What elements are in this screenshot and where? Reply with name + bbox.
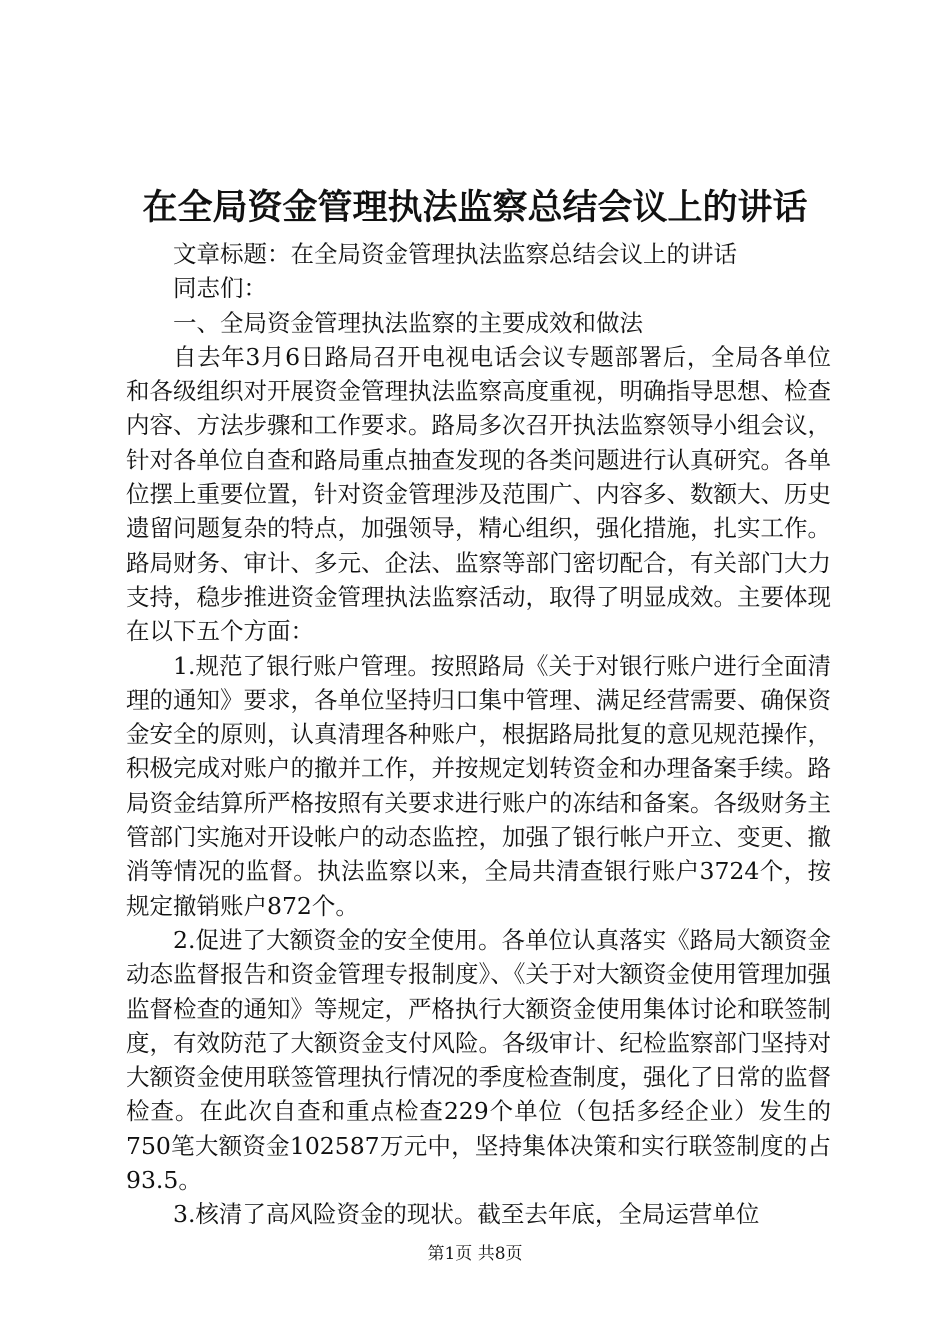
paragraph: 自去年3月6日路局召开电视电话会议专题部署后，全局各单位和各级组织对开展资金管理执法监察高度重视，明确指导思想、检查内容、方法步骤和工作要求。路局多次召开执法监察领导小组会议，针对各单位自查和路局重点抽查发现的各类问题进行认真研究。各单位摆上重要位置，针对资金管理涉及范围广、内容多、数额大、历史遗留问题复杂的特点，加强领导，精心组织，强化措施，扎实工作。路局财务、审计、多元、企法、监察等部门密切配合，有关部门大力支持，稳步推进资金管理执法监察活动，取得了明显成效。主要体现在以下五个方面： [126,342,831,646]
paragraph: 1.规范了银行账户管理。按照路局《关于对银行账户进行全面清理的通知》要求，各单位坚持归口集中管理、满足经营需要、确保资金安全的原则，认真清理各种账户，根据路局批复的意见规范操作，积极完成对账户的撤并工作，并按规定划转资金和办理备案手续。路局资金结算所严格按照有关要求进行账户的冻结和备案。各级财务主管部门实施对开设帐户的动态监控，加强了银行帐户开立、变更、撤消等情况的监督。执法监察以来，全局共清查银行账户3724个，按规定撤销账户872个。 [126,651,831,920]
article-title-line: 文章标题：在全局资金管理执法监察总结会议上的讲话 [173,240,737,268]
section-heading: 一、全局资金管理执法监察的主要成效和做法 [173,308,643,337]
salutation: 同志们： [173,274,267,303]
paragraph: 2.促进了大额资金的安全使用。各单位认真落实《路局大额资金动态监督报告和资金管理专报制度》、《关于对大额资金使用管理加强监督检查的通知》等规定，严格执行大额资金使用集体讨论和联签制度，有效防范了大额资金支付风险。各级审计、纪检监察部门坚持对大额资金使用联签管理执行情况的季度检查制度，强化了日常的监督检查。在此次自查和重点检查229个单位（包括多经企业）发生的750笔大额资金102587万元中，坚持集体决策和实行联签制度的占93.5。 [126,925,831,1195]
page-footer: 第1页 共8页 [427,1244,523,1264]
paragraph: 3.核清了高风险资金的现状。截至去年底，全局运营单位 [173,1200,760,1229]
document-title: 在全局资金管理执法监察总结会议上的讲话 [142,187,808,228]
document-body [126,237,831,1232]
